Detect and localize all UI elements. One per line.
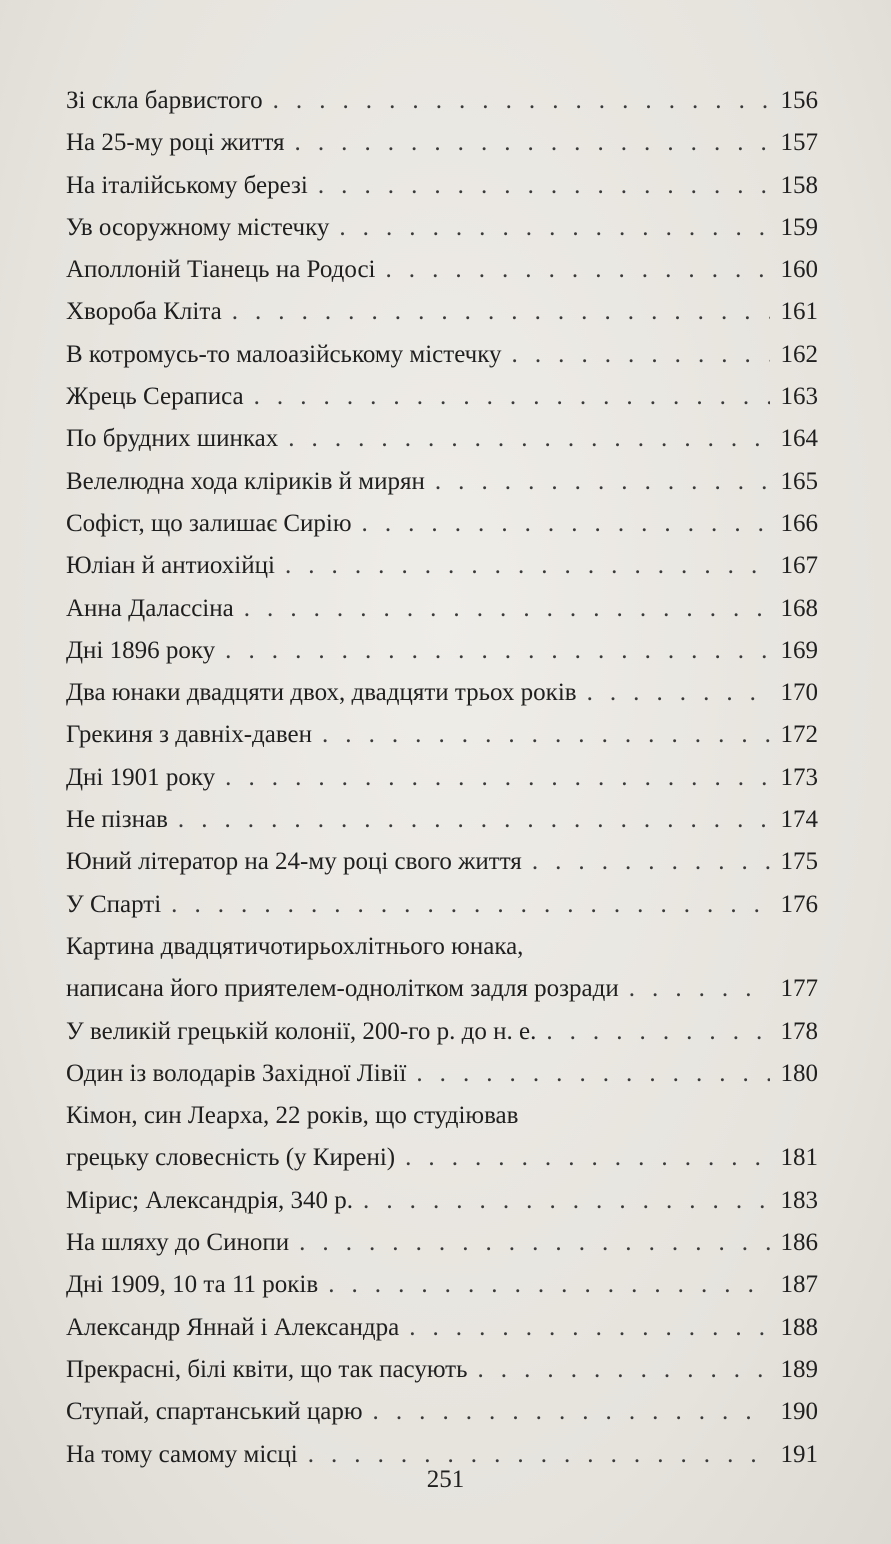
leader-dots [373,1391,770,1433]
toc-entry-title: Хвороба Кліта [66,298,222,326]
toc-entry [66,884,818,926]
toc-entry-page: 191 [780,1440,818,1468]
toc-entry-page: 170 [780,679,818,707]
toc-entry-title: На 25-му році життя [66,129,285,157]
toc-entry-title: У великій грецькій колонії, 200-го р. до н. е. [66,1017,537,1045]
toc-entry [66,249,818,291]
toc-entry-page: 165 [780,467,818,495]
toc-entry-title: Аполлоній Тіанець на Родосі [66,256,376,284]
leader-dots [285,545,770,587]
toc-entry-title: Юний літератор на 24-му році свого життя [66,848,522,876]
toc-entry-page: 183 [780,1186,818,1214]
leader-dots [339,207,770,249]
toc-entry-title: Софіст, що залишає Сирію [66,509,352,537]
toc-entry-page: 158 [780,171,818,199]
leader-dots [232,291,770,333]
toc-entry-page: 190 [780,1398,818,1426]
leader-dots [171,884,770,926]
toc-entry-title-line1: Картина двадцятичотирьохлітнього юнака, [66,932,524,960]
toc-entry-page: 169 [780,636,818,664]
leader-dots [225,757,770,799]
leader-dots [409,1307,770,1349]
toc-entry [66,1180,818,1222]
toc-entry [66,1053,818,1095]
leader-dots [587,672,770,714]
toc-entry [66,503,818,545]
toc-entry-title: Дні 1901 року [66,763,216,791]
toc-entry-title: Александр Яннай і Александра [66,1313,400,1341]
toc-entry-page: 162 [780,340,818,368]
toc-entry-page: 186 [780,1229,818,1257]
toc-entry [66,1307,818,1349]
toc-entry-title: Один із володарів Західної Лівії [66,1059,407,1087]
leader-dots [386,249,771,291]
toc-entry-title: Дні 1896 року [66,636,216,664]
leader-dots [629,968,770,1010]
toc-entry-page: 181 [780,1144,818,1172]
toc-entry [66,1011,818,1053]
toc-entry [66,1095,818,1180]
leader-dots [295,122,770,164]
toc-entry-page: 188 [780,1313,818,1341]
leader-dots [512,334,770,376]
toc-entry-page: 172 [780,721,818,749]
toc-entry-title: Не пізнав [66,806,168,834]
toc-entry-title: У Спарті [66,890,162,918]
toc-entry [66,545,818,587]
leader-dots [546,1011,770,1053]
toc-entry-title: Зі скла барвистого [66,87,263,114]
toc-entry-page: 168 [780,594,818,622]
toc-entry [66,588,818,630]
page-number: 251 [426,1466,465,1493]
toc-entry-page: 161 [780,298,818,326]
toc-entry-page: 176 [780,890,818,918]
toc-entry [66,418,818,460]
toc-entry-page: 166 [780,509,818,537]
toc-entry-page: 173 [780,763,818,791]
toc-entry [66,714,818,756]
toc-entry [66,461,818,503]
toc-entry [66,757,818,799]
toc-entry [66,1391,818,1433]
toc-entry-title: В котромусь-то малоазійському містечку [66,340,502,368]
leader-dots [478,1349,771,1391]
toc-entry-title: Ступай, спартанський царю [66,1398,363,1426]
toc-entry [66,334,818,376]
toc-entry-title: Юліан й антиохійці [66,552,275,580]
toc-entry [66,122,818,164]
toc-entry-page: 177 [780,975,818,1003]
toc-entry-title: Жрець Сераписа [66,383,244,411]
toc-entry [66,799,818,841]
toc-entry-page: 167 [780,552,818,580]
toc-entry-title: Два юнаки двадцяти двох, двадцяти трьох років [66,679,577,707]
leader-dots [322,714,770,756]
leader-dots [288,418,770,460]
toc-entry [66,1222,818,1264]
toc-entry-page: 157 [780,129,818,157]
toc-entry-page: 178 [780,1017,818,1045]
toc-entry-page: 180 [780,1059,818,1087]
toc-entry [66,291,818,333]
toc-entry-title: Грекиня з давніх-давен [66,721,312,749]
leader-dots [328,1264,770,1306]
toc-entry [66,926,818,1011]
toc-entry [66,376,818,418]
toc-entry [66,841,818,883]
toc-entry-title-line1: Кімон, син Леарха, 22 років, що студіював [66,1102,519,1130]
toc-entry-page: 174 [780,806,818,834]
toc-entry-title-line2: написана його приятелем-однолітком задля розради [66,975,619,1003]
toc-entry-page: 156 [780,87,818,114]
leader-dots [362,503,770,545]
toc-entry [66,1264,818,1306]
toc-entry [66,630,818,672]
leader-dots [244,588,770,630]
toc-entry-title: Дні 1909, 10 та 11 років [66,1271,319,1299]
toc-entry-page: 163 [780,383,818,411]
leader-dots [435,461,770,503]
toc-entry-title-line2: грецьку словесність (у Кирені) [66,1144,396,1172]
toc-entry-title: На тому самому місці [66,1440,298,1468]
toc-entry-page: 189 [780,1355,818,1383]
leader-dots [178,799,770,841]
toc-entry-title: По брудних шинках [66,425,279,453]
leader-dots [532,841,770,883]
toc-entry-title: Прекрасні, білі квіти, що так пасують [66,1355,468,1383]
toc-entry-title: Мірис; Александрія, 340 р. [66,1186,354,1214]
toc-entry [66,80,818,122]
leader-dots [254,376,770,418]
toc-entry-title: На шляху до Синопи [66,1229,290,1257]
leader-dots [225,630,770,672]
toc-entry [66,165,818,207]
leader-dots [273,80,770,122]
toc-entry-title: Анна Далассіна [66,594,234,622]
leader-dots [318,165,770,207]
leader-dots [405,1137,770,1179]
toc-entry-page: 164 [780,425,818,453]
toc-entry-title: Велелюдна хода кліриків й мирян [66,467,425,495]
toc-entry [66,207,818,249]
table-of-contents [66,80,818,1476]
leader-dots [416,1053,770,1095]
toc-entry-page: 187 [780,1271,818,1299]
toc-entry-page: 159 [780,213,818,241]
toc-entry [66,672,818,714]
leader-dots [363,1180,770,1222]
toc-entry-title: Ув осоружному містечку [66,213,330,241]
toc-entry-title: На італійському березі [66,171,308,199]
toc-entry-page: 175 [780,848,818,876]
toc-entry-page: 160 [780,256,818,284]
leader-dots [299,1222,770,1264]
toc-entry [66,1349,818,1391]
